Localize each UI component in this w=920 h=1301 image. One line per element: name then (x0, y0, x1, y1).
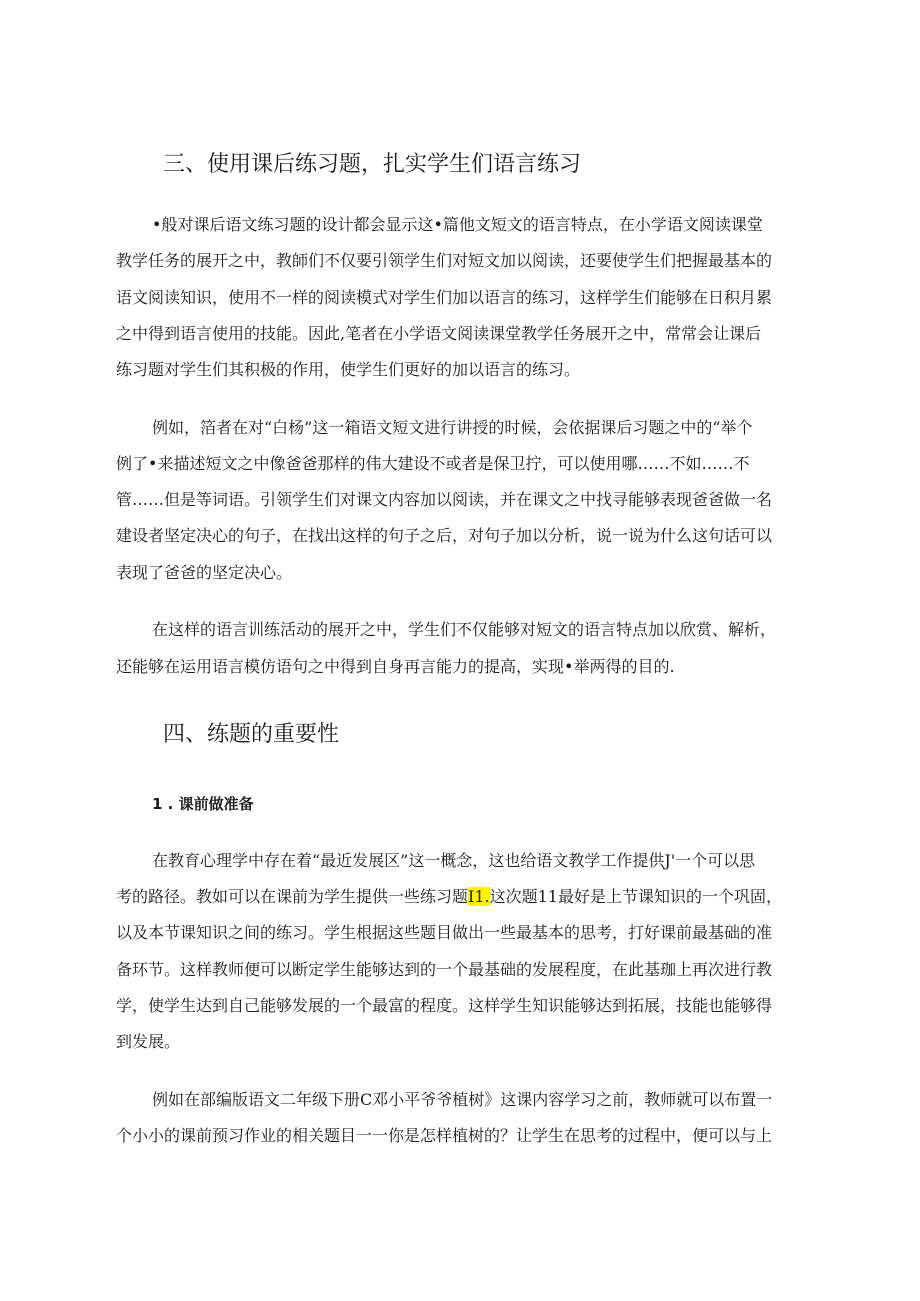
paragraph-line: •般对课后语文练习题的设计都会显示这•篇他文短文的语言特点，在小学语文阅读课堂 (152, 215, 763, 234)
paragraph-line: 教学任务的展开之中，教師们不仅要引领学生们对短文加以阅读，还要使学生们把握最基本的 (116, 251, 773, 270)
paragraph-line: 还能够在运用语言模仿语句之中得到自身再言能力的提高，实现•举两得的目的. (116, 657, 675, 676)
paragraph-line: 管……但是等词语。引领学生们对课文内容加以阅读，并在课文之中找寻能够表现爸爸做一名 (116, 490, 773, 509)
paragraph-line: 练习题对学生们其积极的作用，使学生们更好的加以语言的练习。 (116, 360, 581, 379)
section-3-heading: 三、使用课后练习题，扎实学生们语言练习 (163, 152, 582, 177)
paragraph-line: 之中得到语言使用的技能。因此,笔者在小学语文阅读课堂教学任务展开之中，常常会让课后 (116, 324, 762, 343)
paragraph-line: 例了•来描述短文之中像爸爸那样的伟大建设不或者是保卫拧，可以使用哪……不如……不 (116, 454, 750, 473)
paragraph-line (116, 887, 782, 907)
paragraph-line: 在这样的语言训练活动的展开之中，学生们不仅能够对短文的语言特点加以欣赏、解析， (152, 620, 777, 639)
highlighted-marker: I1. (468, 887, 490, 906)
paragraph-line: 例如，箔者在对“白杨”这一箱语文短文进行讲授的时候，会依据课后习题之中的“举个 (152, 418, 753, 437)
paragraph-line: 语文阅读知识，使用不一样的阅读模式对学生们加以语言的练习，这样学生们能够在日积月累 (116, 288, 773, 307)
paragraph-line: 到发展。 (116, 1032, 181, 1051)
text-run: 这次题11最好是上节课知识的一个巩固， (489, 887, 782, 906)
paragraph-line: 在教育心理学中存在着“最近发展区”这一概念，这也给语文教学工作提供J'一个可以思 (152, 851, 756, 870)
paragraph-line: 备环节。这样教师便可以断定学生能够达到的一个最基础的发展程度，在此基珈上再次进行教 (116, 960, 773, 979)
section-4-heading: 四、练题的重要性 (163, 722, 340, 747)
paragraph-line: 个小小的课前预习作业的相关题目一一你是怎样植树的？让学生在思考的过程中，便可以与上 (116, 1126, 773, 1145)
paragraph-line: 以及本节课知识之间的练习。学生根据这些题目做出一些最基本的思考，打好课前最基础的准 (116, 923, 773, 942)
paragraph-line: 建设者坚定决心的句子，在找出这样的句子之后，对句子加以分析，说一说为什么这句话可以 (116, 526, 773, 545)
paragraph-line: 例如在部编版语文二年级下册C邓小平爷爷植树》这课内容学习之前，教师就可以布置一 (152, 1090, 773, 1109)
text-run: 考的路径。教如可以在课前为学生提供一些练习题 (116, 887, 469, 906)
paragraph-line: 学，使学生达到自己能够发展的一个最富的程度。这样学生知识能够达到拓展，技能也能够得 (116, 996, 773, 1015)
paragraph-line: 表现了爸爸的坚定决心。 (116, 563, 293, 582)
subsection-heading: 1 . 课前做准备 (152, 795, 254, 813)
